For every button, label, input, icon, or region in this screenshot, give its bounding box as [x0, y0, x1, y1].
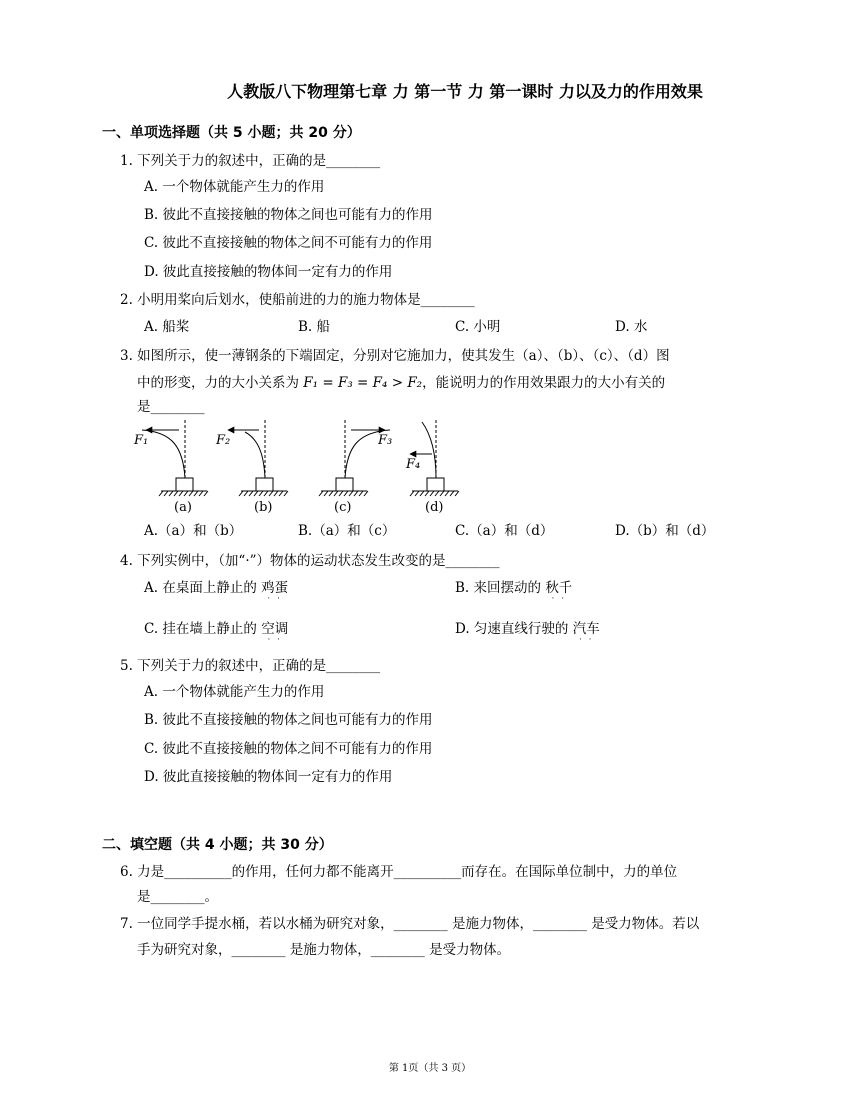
- figure-label-d: (d): [425, 500, 444, 515]
- question-4-option-d-text: D. 匀速直线行驶的: [455, 621, 569, 637]
- question-1-option-a: A. 一个物体就能产生力的作用: [144, 179, 325, 195]
- force-label-f1: F₁: [134, 433, 149, 448]
- figure-a: [142, 420, 208, 496]
- question-6-line-2: 是________。: [137, 889, 218, 905]
- question-2-stem: 2. 小明用桨向后划水，使船前进的力的施力物体是________: [120, 292, 475, 308]
- force-label-f4: F₄: [406, 457, 421, 472]
- page-title: 人教版八下物理第七章 力 第一节 力 第一课时 力以及力的作用效果: [227, 82, 703, 101]
- question-4-option-d-object: 汽车 · ·: [573, 621, 600, 637]
- question-2-option-b: B. 船: [298, 319, 331, 335]
- figure-label-b: (b): [254, 500, 273, 515]
- question-3-line-1: 3. 如图所示，使一薄钢条的下端固定，分别对它施加力，使其发生（a）、（b）、（c）、（d）图: [120, 348, 670, 364]
- question-3-option-b: B.（a）和（c）: [298, 523, 396, 539]
- page-footer: 第 1页（共 3 页）: [388, 1063, 472, 1074]
- question-3-option-c: C.（a）和（d）: [455, 523, 554, 539]
- question-3-text-pre: 中的形变，力的大小关系为: [137, 375, 299, 391]
- question-2-option-a: A. 船桨: [144, 319, 190, 335]
- question-5-option-a: A. 一个物体就能产生力的作用: [144, 684, 325, 700]
- section-heading-fill-in: 二、填空题（共 4 小题；共 30 分）: [102, 837, 333, 853]
- force-relation-formula: F₁ = F₃ = F₄ > F₂: [303, 375, 423, 391]
- question-3-line-2: [137, 377, 665, 391]
- question-7-line-1: 7. 一位同学手提水桶，若以水桶为研究对象，________ 是施力物体，________ 是受力物体。若以: [120, 916, 700, 932]
- question-4-option-b-object: 秋千 · ·: [545, 580, 572, 596]
- figure-label-c: (c): [334, 500, 352, 515]
- figure-c: [319, 420, 393, 496]
- question-5-option-c: C. 彼此不直接接触的物体之间不可能有力的作用: [144, 741, 433, 757]
- question-3-option-a: A.（a）和（b）: [144, 523, 243, 539]
- question-4-option-c: [144, 623, 288, 637]
- question-4-option-a: [144, 582, 288, 596]
- question-3-option-d: D.（b）和（d）: [615, 523, 715, 539]
- question-4-option-c-object: 空调 · ·: [261, 621, 288, 637]
- section-heading-choice: 一、单项选择题（共 5 小题；共 20 分）: [102, 125, 361, 141]
- question-4-option-a-text: A. 在桌面上静止的: [144, 580, 257, 596]
- question-1-option-d: D. 彼此直接接触的物体间一定有力的作用: [144, 264, 393, 280]
- question-3-line-3: 是________: [137, 399, 205, 415]
- question-5-stem: 5. 下列关于力的叙述中，正确的是________: [120, 658, 381, 674]
- figure-label-a: (a): [174, 500, 192, 515]
- question-5-option-d: D. 彼此直接接触的物体间一定有力的作用: [144, 769, 393, 785]
- question-3-text-post: ，能说明力的作用效果跟力的大小有关的: [422, 375, 666, 391]
- question-1-option-c: C. 彼此不直接接触的物体之间不可能有力的作用: [144, 235, 433, 251]
- question-4-option-d: [455, 623, 600, 637]
- question-5-option-b: B. 彼此不直接接触的物体之间也可能有力的作用: [144, 712, 433, 728]
- figure-b: [228, 420, 288, 496]
- question-1-option-b: B. 彼此不直接接触的物体之间也可能有力的作用: [144, 207, 433, 223]
- force-label-f3: F₃: [378, 433, 393, 448]
- question-6-line-1: 6. 力是__________的作用，任何力都不能离开__________而存在。在国际单位制中，力的单位: [120, 864, 678, 880]
- question-4-option-b-text: B. 来回摆动的: [455, 580, 542, 596]
- question-4-option-c-text: C. 挂在墙上静止的: [144, 621, 257, 637]
- force-label-f2: F₂: [216, 433, 231, 448]
- question-2-option-c: C. 小明: [455, 319, 501, 335]
- question-2-option-d: D. 水: [615, 319, 648, 335]
- question-4-option-b: [455, 582, 572, 596]
- question-1-stem: 1. 下列关于力的叙述中，正确的是________: [120, 153, 381, 169]
- steel-strip-figure: [128, 418, 468, 516]
- question-7-line-2: 手为研究对象，________ 是施力物体，________ 是受力物体。: [137, 942, 511, 958]
- question-4-stem: 4. 下列实例中，（加“·”）物体的运动状态发生改变的是________: [120, 553, 500, 569]
- question-4-option-a-object: 鸡蛋 · ·: [261, 580, 288, 596]
